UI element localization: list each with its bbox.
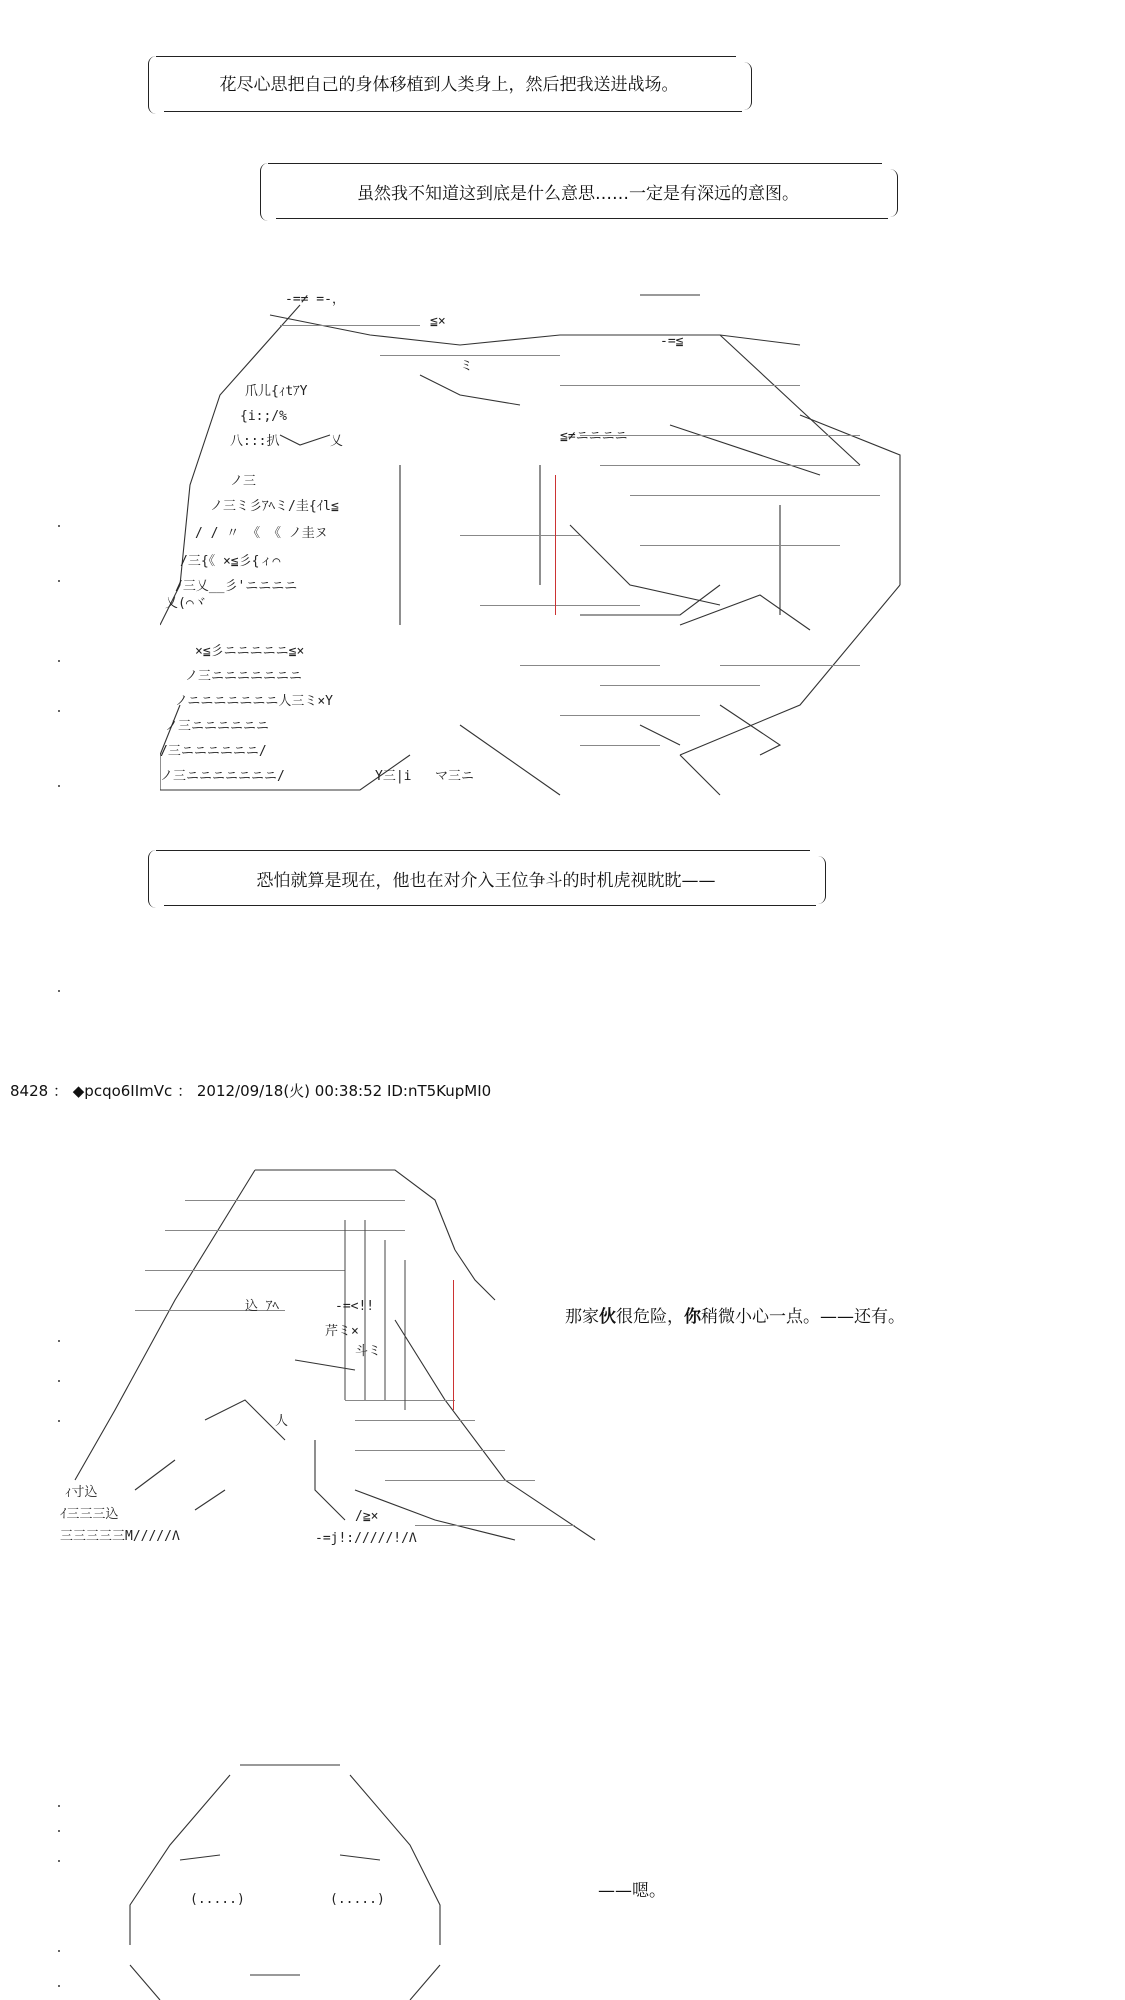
art-text: 三三三三三M/////Λ (60, 1529, 180, 1544)
dialogue-text: 你 (684, 1307, 701, 1327)
art-text: ノ三ミ彡ｱﾍミ/圭{ｲl≦ (210, 499, 339, 514)
face-eye-right: (.....) (330, 1892, 385, 1907)
art-text: 芹ミ× (325, 1324, 359, 1339)
ascii-art-drawing (55, 1160, 615, 1560)
dialogue-line-1 (565, 1302, 905, 1327)
art-text: ノ三 (230, 474, 257, 489)
post-tripcode: ◆pcqo6IImVc (72, 1082, 173, 1100)
post-id: ID:nT5KupMI0 (386, 1082, 492, 1100)
art-text: /≧× (355, 1509, 379, 1524)
post-number: 8428 (10, 1082, 49, 1100)
art-text: マ三ニ (435, 769, 475, 784)
art-text: -=<!! (335, 1299, 375, 1314)
post-separator: ： (177, 1082, 193, 1100)
art-text: ≦× (430, 314, 446, 329)
art-text: ｨ寸込 (65, 1485, 98, 1500)
dialogue-line-2: ——嗯。 (598, 1881, 666, 1901)
art-text: 斗ミ (355, 1344, 382, 1359)
art-text: ×≦彡ニニニニニ≦× (195, 644, 305, 659)
art-text: /三{《 ×≦彡{ィ⌒ (180, 554, 281, 569)
ascii-art-drawing (120, 1755, 480, 2000)
bubble-border (276, 218, 888, 219)
bubble-text: 恐怕就算是现在，他也在对介入王位争斗的时机虎视眈眈—— (256, 871, 716, 891)
ascii-art-face (120, 1755, 480, 2000)
bubble-border (164, 905, 816, 906)
art-text: / / 〃 《 《 ノ圭ヌ (195, 526, 328, 541)
art-text: -=≠ =-， (285, 292, 345, 307)
ascii-art-character-1 (160, 285, 920, 805)
art-text: 人 (275, 1414, 289, 1429)
post-date: 2012/09/18(火) 00:38:52 (196, 1082, 383, 1100)
art-text: /三乂__彡'ニニニニ (175, 579, 298, 594)
bubble-border (156, 850, 810, 851)
art-text: ノ三ニニニニニニ (165, 719, 270, 734)
bubble-text: 花尽心思把自己的身体移植到人类身上，然后把我送进战场。 (219, 75, 679, 95)
dialogue-text: 那家 (565, 1307, 599, 1327)
art-text: 八:::扒 (230, 434, 280, 449)
art-text: ノニニニニニニニ人三ミ×Y (175, 694, 334, 709)
dialogue-text: 稍微小心一点。——还有。 (701, 1307, 905, 1327)
art-text: ノ三ニニニニニニニ/ (160, 769, 285, 784)
dialogue-text: 伙 (599, 1307, 616, 1327)
art-text: -=j!://///!/Λ (315, 1531, 417, 1546)
face-eye-left: (.....) (190, 1892, 245, 1907)
bubble-text: 虽然我不知道这到底是什么意思……一定是有深远的意图。 (357, 184, 799, 204)
art-text: ミ (460, 359, 474, 374)
art-text: ノ三ニニニニニニニ (185, 669, 303, 684)
bubble-border (164, 111, 742, 112)
art-text: Y三|i (375, 769, 412, 784)
art-text: 乂(⌒ヾ (165, 596, 207, 611)
art-text: 込 ｱﾍ (245, 1299, 279, 1314)
art-text: 乂 (330, 434, 344, 449)
art-text: 爪儿{ｨtｱY (245, 384, 308, 399)
speech-bubble-2 (258, 155, 898, 225)
speech-bubble-1 (146, 48, 752, 118)
post-separator: ： (52, 1082, 68, 1100)
bubble-border (268, 163, 882, 164)
art-text: ≦≠ニニニニ (560, 429, 628, 444)
ascii-art-character-2 (55, 1160, 615, 1560)
speech-bubble-3 (146, 842, 826, 912)
dialogue-text: 很危险， (616, 1307, 684, 1327)
art-text: /三ニニニニニニ/ (160, 744, 267, 759)
art-text: {i:;/% (240, 409, 287, 424)
ascii-art-drawing (160, 285, 920, 805)
art-text: -=≦ (660, 334, 684, 349)
bubble-border (156, 56, 736, 57)
post-header (10, 1080, 491, 1101)
art-text: ｲ三三三込 (60, 1507, 119, 1522)
